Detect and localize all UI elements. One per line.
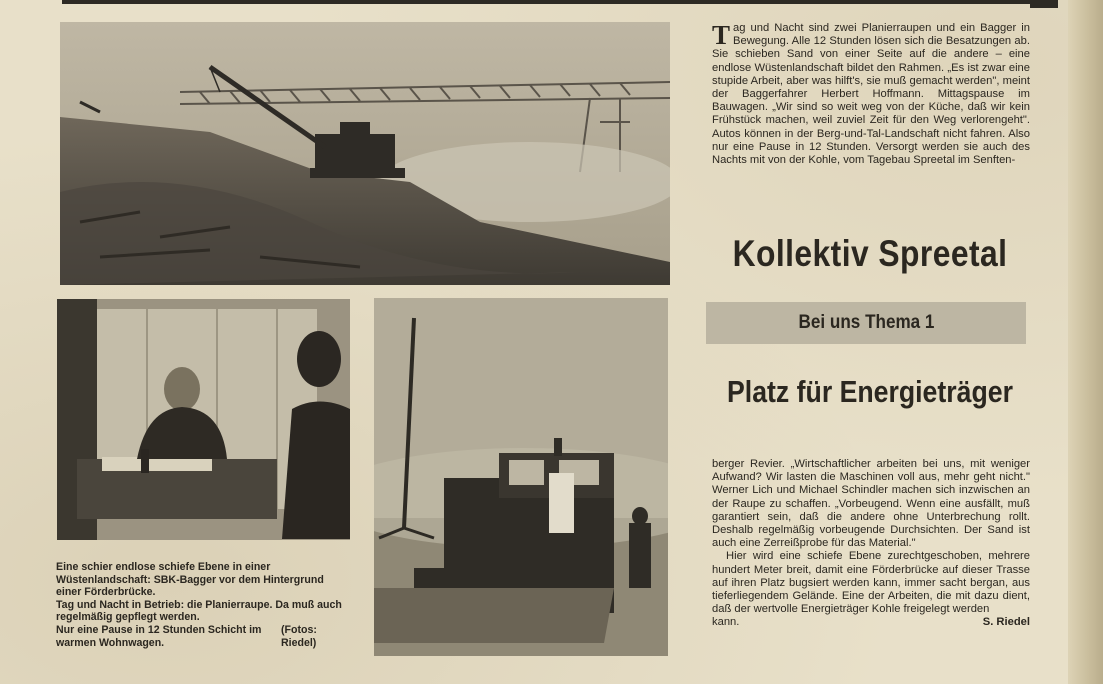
caption-credit-row <box>56 624 352 649</box>
subheadline: Platz für Energieträger <box>727 374 1013 409</box>
caption-line-1: Eine schier endlose schiefe Ebene in einer Wüstenlandschaft: SBK-Bagger vor dem Hintergrund einer Förderbrücke. <box>56 561 324 599</box>
topic-banner <box>706 302 1026 344</box>
top-corner-block <box>1030 0 1058 8</box>
article-intro <box>712 22 1030 167</box>
caption-line-2: Tag und Nacht in Betrieb: die Planierraupe. Da muß auch regelmäßig gepflegt werden. <box>56 598 342 624</box>
continuation-paragraph: berger Revier. „Wirtschaftlicher arbeiten bei uns, mit weniger Aufwand? Wir lasten die Maschinen voll aus, mehr geht nicht." Werner Lich und Michael Schindler machen sich inzwischen an der Raupe zu schaffen. „Vorbeugend. Wenn eine ausfällt, muß garantiert sein, daß die andere ohne Unterbrechung rollt. Deshalb regelmäßig vorbeugende Durchsichten. Der Sand ist auch eine Zerreißprobe für das Material." <box>712 458 1030 550</box>
photo-wohnwagen <box>57 299 350 540</box>
intro-text: ag und Nacht sind zwei Planierraupen und ein Bagger in Bewegung. Alle 12 Stunden lösen sich die Besatzungen ab. Sie schieben Sand von einer Seite auf die andere – eine endlose Wüstenlandschaft bildet den Rahmen. „Es ist zwar eine stupide Arbeit, aber was hilft's, sie muß gemacht werden", meint der Baggerfahrer Herbert Hoffmann. Mittagspause im Bauwagen. „Wir sind so weit weg von der Küche, daß wir kein Frühstück machen, weil zuviel Zeit für den Weg verlorengeht". Autos können in der Berg-und-Tal-Landschaft nicht fahren. Also nur eine Pause in 12 Stunden. Versorgt werden sie auch des Nachts mit von der Kohle, vom Tagebau Spreetal im Senften- <box>712 22 1030 167</box>
photo-caption <box>56 561 352 649</box>
paragraph-two: Hier wird eine schiefe Ebene zurechtgeschoben, mehrere hundert Meter breit, damit eine Förderbrücke auf dieser Trasse auf ihren Platz bugsiert werden kann, immer sacht bergan, aus tieferliegendem Gelände. Eine der Arbeiten, die mit dazu dient, daß der wertvolle Energieträger Kohle freigelegt werden <box>712 550 1030 616</box>
headline: Kollektiv Spreetal <box>732 233 1008 274</box>
caption-line-3: Nur eine Pause in 12 Stunden Schicht im warmen Wohnwagen. <box>56 623 262 649</box>
author-line <box>712 616 1030 629</box>
paper-fold-edge <box>1068 0 1103 684</box>
topic-banner-label: Bei uns Thema 1 <box>798 312 934 333</box>
author-signature: S. Riedel <box>982 616 1030 629</box>
photo-planierraupe <box>374 298 668 656</box>
top-rule <box>62 0 1030 4</box>
paragraph-two-end: kann. <box>712 616 740 629</box>
photo-credit: (Fotos: Riedel) <box>281 623 317 649</box>
drop-cap: T <box>712 20 731 50</box>
article-continuation <box>712 458 1030 630</box>
photo-excavator-bridge <box>60 22 670 285</box>
